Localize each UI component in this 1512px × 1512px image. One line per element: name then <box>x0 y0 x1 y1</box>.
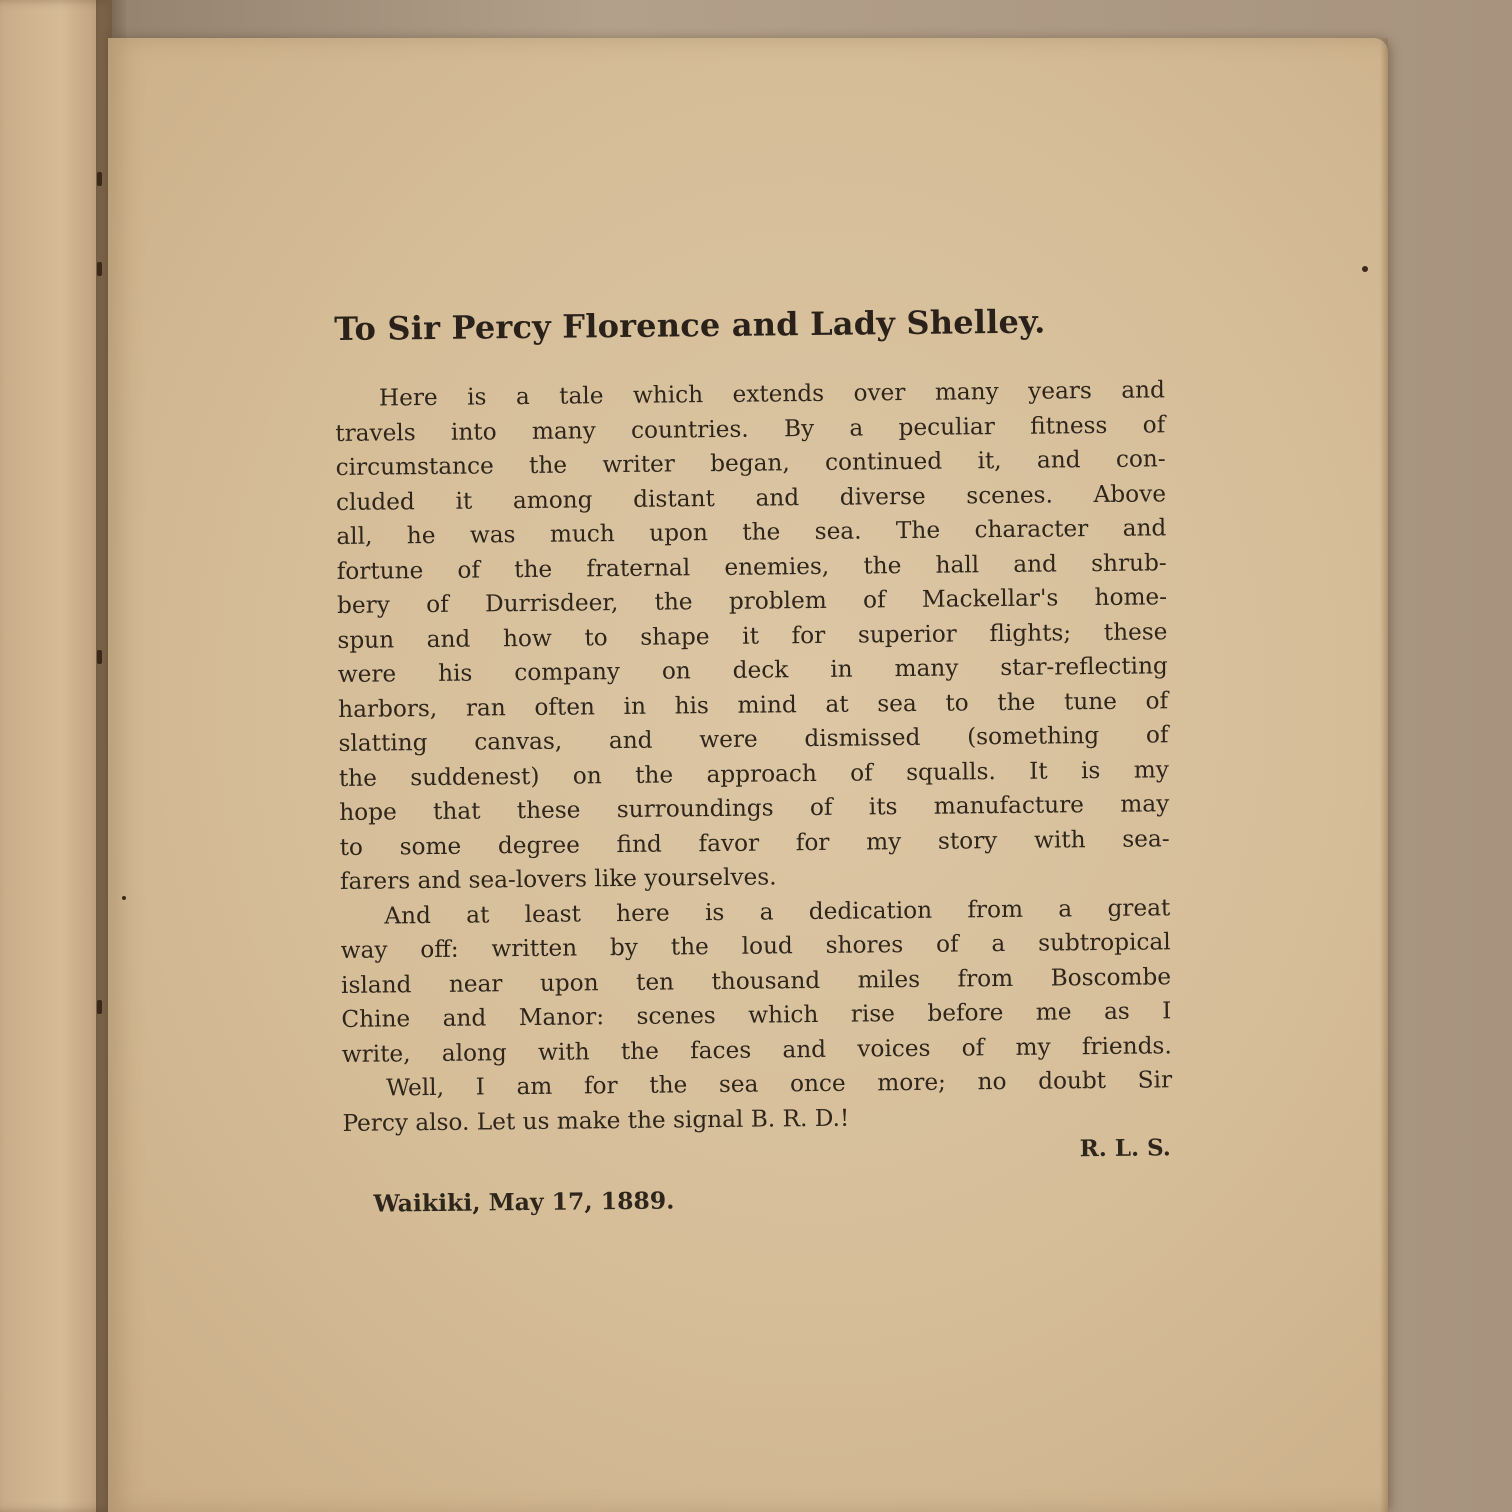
text-line: circumstance the writer began, continued it, and con- <box>335 445 1166 481</box>
paper-speck <box>1362 266 1368 272</box>
text-line: all, he was much upon the sea. The character and <box>336 514 1167 550</box>
text-line: bery of Durrisdeer, the problem of Mackellar's home- <box>336 583 1168 619</box>
text-line: travels into many countries. By a peculiar fitness of <box>335 410 1166 447</box>
binding-stitch <box>97 1000 102 1014</box>
binding-stitch <box>97 650 102 664</box>
text-line: to some degree find favor for my story with sea- <box>339 824 1170 861</box>
text-line: were his company on deck in many star-reflecting <box>337 652 1168 688</box>
text-line: slatting canvas, and were dismissed (something of <box>338 721 1169 757</box>
text-line: write, along with the faces and voices of my friends. <box>341 1031 1172 1068</box>
text-line: Chine and Manor: scenes which rise before me as I <box>341 997 1172 1033</box>
signature: R. L. S. <box>1079 1134 1171 1163</box>
text-line: cluded it among distant and diverse scenes. Above <box>335 479 1167 516</box>
text-line: fortune of the fraternal enemies, the hall and shrub- <box>336 548 1167 585</box>
text-line: way off: written by the loud shores of a subtropical <box>340 928 1171 964</box>
text-line: spun and how to shape it for superior flights; these <box>337 617 1168 654</box>
dedication-title: To Sir Percy Florence and Lady Shelley. <box>334 302 1046 348</box>
text-line: And at least here is a dedication from a great <box>384 893 1171 930</box>
paragraph-2 <box>340 891 1172 1072</box>
dedication-page <box>108 38 1388 1512</box>
text-line: harbors, ran often in his mind at sea to the tune of <box>338 686 1169 723</box>
text-line: Well, I am for the sea once more; no doubt Sir <box>386 1066 1173 1102</box>
page-edge <box>1380 38 1388 1512</box>
text-line: the suddenest) on the approach of squalls. It is my <box>338 755 1169 792</box>
binding-stitch <box>97 262 102 276</box>
dedication-text <box>334 301 1173 1218</box>
paragraph-3 <box>342 1063 1173 1141</box>
text-line: Percy also. Let us make the signal B. R. D.! <box>342 1104 850 1137</box>
text-line: Here is a tale which extends over many years and <box>378 376 1166 412</box>
place-date: Waikiki, May 17, 1889. <box>373 1186 675 1218</box>
paragraph-1 <box>335 373 1170 899</box>
binding-stitch <box>97 172 102 186</box>
text-line: farers and sea-lovers like yourselves. <box>339 863 777 895</box>
text-line: island near upon ten thousand miles from Boscombe <box>340 962 1172 999</box>
paper-speck <box>122 896 126 900</box>
text-line: hope that these surroundings of its manufacture may <box>339 790 1170 826</box>
